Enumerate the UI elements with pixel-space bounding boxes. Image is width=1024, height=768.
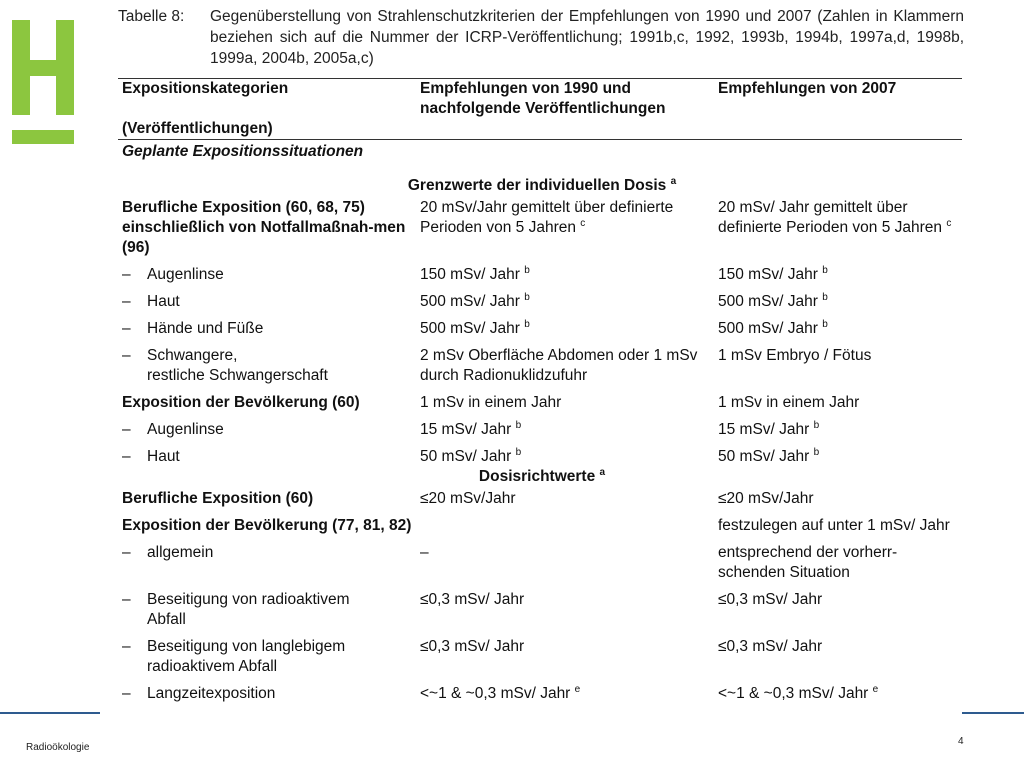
row-value-1990: – xyxy=(420,544,429,561)
logo-h xyxy=(12,20,74,144)
row-category: – Langzeitexposition xyxy=(122,685,276,702)
row-value-1990: ≤0,3 mSv/ Jahr xyxy=(420,638,525,655)
table-row xyxy=(118,677,962,704)
table-row xyxy=(118,285,962,312)
row-value-1990: 1 mSv in einem Jahr xyxy=(420,394,562,411)
row-value-2007: 15 mSv/ Jahr $^b$ xyxy=(718,419,820,438)
criteria-table xyxy=(118,78,962,704)
row-value-2007: ≤20 mSv/Jahr xyxy=(718,490,814,507)
row-category: – Schwangere, restliche Schwangerschaft xyxy=(122,347,328,384)
page-number: 4 xyxy=(958,736,964,747)
row-value-2007: ≤0,3 mSv/ Jahr xyxy=(718,638,823,655)
row-value-1990 xyxy=(416,509,714,536)
section-title: Geplante Expositionssituationen xyxy=(122,143,364,160)
row-category: – Augenlinse xyxy=(122,421,224,438)
footer-rule-right xyxy=(962,712,1024,714)
table-row xyxy=(118,339,962,386)
row-value-2007: 150 mSv/ Jahr $^b$ xyxy=(718,264,828,283)
row-category: Exposition der Bevölkerung (77, 81, 82) xyxy=(122,517,412,534)
header-1990: Empfehlungen von 1990 und nachfolgende Veröffentlichungen xyxy=(416,79,714,140)
row-value-2007: 1 mSv Embryo / Fötus xyxy=(718,347,872,364)
row-value-2007: 500 mSv/ Jahr $^b$ xyxy=(718,318,828,337)
row-value-1990: 2 mSv Oberfläche Abdomen oder 1 mSv durch Radionuklidzufuhr xyxy=(420,347,698,384)
table-row xyxy=(118,386,962,413)
table-row xyxy=(118,630,962,677)
row-category: – Hände und Füße xyxy=(122,320,264,337)
table-row xyxy=(118,583,962,630)
row-value-1990: 50 mSv/ Jahr $^b$ xyxy=(420,446,522,465)
row-value-1990: 500 mSv/ Jahr $^b$ xyxy=(420,291,530,310)
row-value-2007: <~1 & ~0,3 mSv/ Jahr $^e$ xyxy=(718,683,879,702)
row-value-2007: 500 mSv/ Jahr $^b$ xyxy=(718,291,828,310)
table-row xyxy=(118,440,962,467)
row-value-2007: 20 mSv/ Jahr gemittelt über definierte Perioden von 5 Jahren $^c$ xyxy=(718,199,952,236)
table-row xyxy=(118,489,962,509)
row-category: – Beseitigung von radioaktivem Abfall xyxy=(122,591,350,628)
row-value-1990: ≤0,3 mSv/ Jahr xyxy=(420,591,525,608)
row-value-2007: entsprechend der vorherr-schenden Situation xyxy=(718,544,898,581)
row-value-1990: 15 mSv/ Jahr $^b$ xyxy=(420,419,522,438)
table-row xyxy=(118,198,962,258)
row-value-1990: 500 mSv/ Jahr $^b$ xyxy=(420,318,530,337)
caption-text: Gegenüberstellung von Strahlenschutzkriterien der Empfehlungen von 1990 und 2007 (Zahlen in Klammern beziehen sich auf die Nummer der ICRP-Veröffentlichung; 1991b,c, 1992, 1993b, 1994b, 1997a,d, 1998b, 1999a, 2004b, 2005a,c) xyxy=(210,8,964,67)
table-row xyxy=(118,258,962,285)
group-title-constraints: Dosisrichtwerte $^a$ xyxy=(478,466,606,485)
row-value-1990: <~1 & ~0,3 mSv/ Jahr $^e$ xyxy=(420,683,581,702)
table-row xyxy=(118,413,962,440)
row-category: Berufliche Exposition (60, 68, 75) einschließlich von Notfallmaßnah-men (96) xyxy=(122,199,406,256)
row-category: – Haut xyxy=(122,293,180,310)
caption-label: Tabelle 8: xyxy=(118,8,185,25)
row-value-2007: ≤0,3 mSv/ Jahr xyxy=(718,591,823,608)
row-category: – allgemein xyxy=(122,544,214,561)
row-category: – Augenlinse xyxy=(122,266,224,283)
row-value-1990: 150 mSv/ Jahr $^b$ xyxy=(420,264,530,283)
table-caption xyxy=(118,6,964,69)
row-value-2007: festzulegen auf unter 1 mSv/ Jahr xyxy=(718,517,950,534)
group-title-limits: Grenzwerte der individuellen Dosis $^a$ xyxy=(407,175,677,194)
row-category: – Haut xyxy=(122,448,180,465)
row-category: Exposition der Bevölkerung (60) xyxy=(122,394,360,411)
footer-label: Radioökologie xyxy=(26,742,90,753)
row-value-2007: 1 mSv in einem Jahr xyxy=(718,394,860,411)
row-value-1990: ≤20 mSv/Jahr xyxy=(420,490,516,507)
row-category: Berufliche Exposition (60) xyxy=(122,490,314,507)
footer-rule-left xyxy=(0,712,100,714)
table-row xyxy=(118,312,962,339)
header-categories: Expositionskategorien (Veröffentlichungen) xyxy=(118,79,416,140)
row-value-1990: 20 mSv/Jahr gemittelt über definierte Perioden von 5 Jahren $^c$ xyxy=(420,199,674,236)
header-2007: Empfehlungen von 2007 xyxy=(714,79,962,140)
row-category: – Beseitigung von langlebigem radioaktivem Abfall xyxy=(122,638,346,675)
table-row xyxy=(118,536,962,583)
row-value-2007: 50 mSv/ Jahr $^b$ xyxy=(718,446,820,465)
table-row xyxy=(118,509,962,536)
